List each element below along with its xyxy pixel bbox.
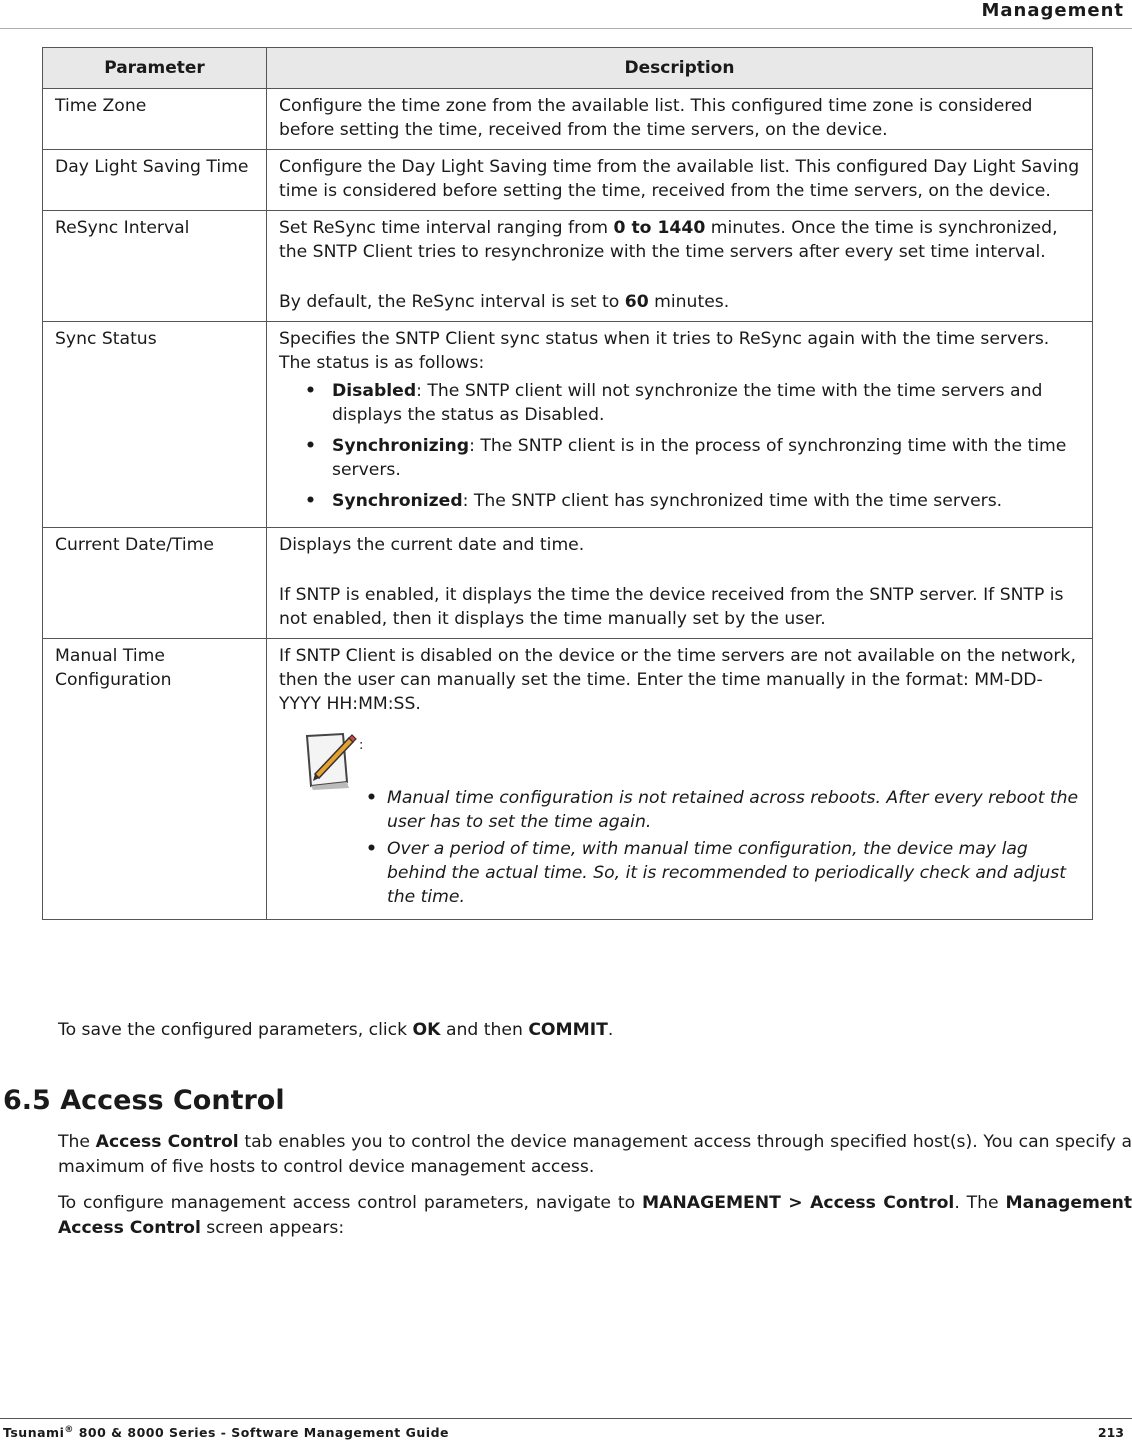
status-term: Synchronized: [332, 491, 463, 511]
text-run: . The: [954, 1193, 1006, 1213]
text-run: minutes.: [648, 292, 730, 312]
desc-cell: [267, 639, 1093, 920]
list-item: [279, 489, 1080, 513]
text-run: minutes. Once the time is synchronized, the SNTP Client tries to resynchronize with the time servers after every set time interval.: [279, 218, 1058, 262]
status-term: Disabled: [332, 381, 417, 401]
note-block: [279, 730, 1080, 909]
status-text: : The SNTP client will not synchronize the time with the time servers and displays the status as Disabled.: [332, 381, 1043, 425]
footer-product: [3, 1425, 449, 1440]
note-colon: :: [359, 738, 364, 753]
text-run: tab enables you to control the device management access through specified host(s). You can specify a maximum of five hosts to control device management access.: [58, 1132, 1132, 1177]
param-cell: Time Zone: [43, 89, 267, 150]
param-cell: Manual Time Configuration: [43, 639, 267, 920]
param-cell: Current Date/Time: [43, 528, 267, 639]
bullet: •: [305, 491, 316, 511]
status-list: [279, 379, 1080, 513]
text-run: screen appears:: [200, 1218, 345, 1238]
list-item: [279, 434, 1080, 482]
status-text: : The SNTP client has synchronized time with the time servers.: [462, 491, 1003, 511]
table-row: [43, 322, 1093, 528]
list-item: [366, 786, 1080, 834]
header-divider: [0, 28, 1132, 29]
product-name: Tsunami: [3, 1425, 65, 1441]
table-row: [43, 211, 1093, 322]
section-heading: 6.5 Access Control: [3, 1085, 285, 1116]
parameter-table: [42, 47, 1093, 920]
column-header-parameter: Parameter: [43, 48, 267, 89]
list-item: [366, 837, 1080, 909]
param-cell: ReSync Interval: [43, 211, 267, 322]
text-run: and then: [440, 1020, 529, 1040]
param-cell: Sync Status: [43, 322, 267, 528]
note-pencil-icon: [303, 730, 359, 790]
text-run: Set ReSync time interval ranging from: [279, 218, 614, 238]
screen-name: Management Access Control: [58, 1193, 1132, 1238]
table-row: [43, 528, 1093, 639]
bullet: •: [305, 436, 316, 456]
text-run: To configure management access control parameters, navigate to: [58, 1193, 642, 1213]
registered-mark: ®: [64, 1425, 74, 1435]
nav-path: MANAGEMENT > Access Control: [642, 1193, 955, 1213]
page-header-title: Management: [981, 0, 1124, 21]
save-instruction: [58, 1018, 1132, 1043]
column-header-description: Description: [267, 48, 1093, 89]
desc-text: Displays the current date and time.: [279, 535, 585, 555]
page-number: 213: [1097, 1425, 1124, 1440]
table-row: [43, 639, 1093, 920]
ok-label: OK: [412, 1020, 441, 1040]
text-run: .: [607, 1020, 614, 1040]
status-term: Synchronizing: [332, 436, 470, 456]
desc-text: If SNTP Client is disabled on the device or the time servers are not available on the network, then the user can manually set the time. Enter the time manually in the format: MM-DD-YYYY HH:MM:SS.: [279, 646, 1076, 714]
param-cell: Day Light Saving Time: [43, 150, 267, 211]
text-run: To save the configured parameters, click: [58, 1020, 413, 1040]
desc-text: [279, 216, 1080, 264]
footer-divider: [0, 1418, 1132, 1419]
desc-text: Configure the time zone from the available list. This configured time zone is considered before setting the time, received from the time servers, on the device.: [279, 96, 1033, 140]
note-list: [279, 730, 1080, 909]
bold-term: Access Control: [95, 1132, 239, 1152]
note-text: Manual time configuration is not retained across reboots. After every reboot the user has to set the time again.: [387, 788, 1079, 832]
commit-label: COMMIT: [528, 1020, 608, 1040]
table-row: [43, 89, 1093, 150]
default-value: 60: [624, 292, 649, 312]
section-paragraph-2: [58, 1191, 1132, 1241]
text-run: By default, the ReSync interval is set to: [279, 292, 625, 312]
desc-cell: [267, 211, 1093, 322]
note-text: Over a period of time, with manual time configuration, the device may lag behind the actual time. So, it is recommended to periodically check and adjust the time.: [387, 839, 1066, 907]
default-text: [279, 290, 1080, 314]
guide-title: 800 & 8000 Series - Software Management Guide: [73, 1425, 450, 1441]
desc-cell: [267, 528, 1093, 639]
section-paragraph-1: [58, 1130, 1132, 1180]
text-run: The: [58, 1132, 96, 1152]
list-item: [279, 379, 1080, 427]
desc-text: If SNTP is enabled, it displays the time the device received from the SNTP server. If SNTP is not enabled, then it displays the time manually set by the user.: [279, 585, 1064, 629]
bullet: •: [366, 788, 377, 808]
desc-cell: [267, 89, 1093, 150]
desc-text: Configure the Day Light Saving time from the available list. This configured Day Light Saving time is considered before setting the time, received from the time servers, on the device.: [279, 157, 1080, 201]
bullet: •: [305, 381, 316, 401]
desc-cell: [267, 150, 1093, 211]
bullet: •: [366, 839, 377, 859]
table-header-row: [43, 48, 1093, 89]
range-value: 0 to 1440: [613, 218, 706, 238]
table-row: [43, 150, 1093, 211]
status-text: : The SNTP client is in the process of synchronzing time with the time servers.: [332, 436, 1067, 480]
desc-text: Specifies the SNTP Client sync status when it tries to ReSync again with the time servers. The status is as follows:: [279, 329, 1050, 373]
desc-cell: [267, 322, 1093, 528]
